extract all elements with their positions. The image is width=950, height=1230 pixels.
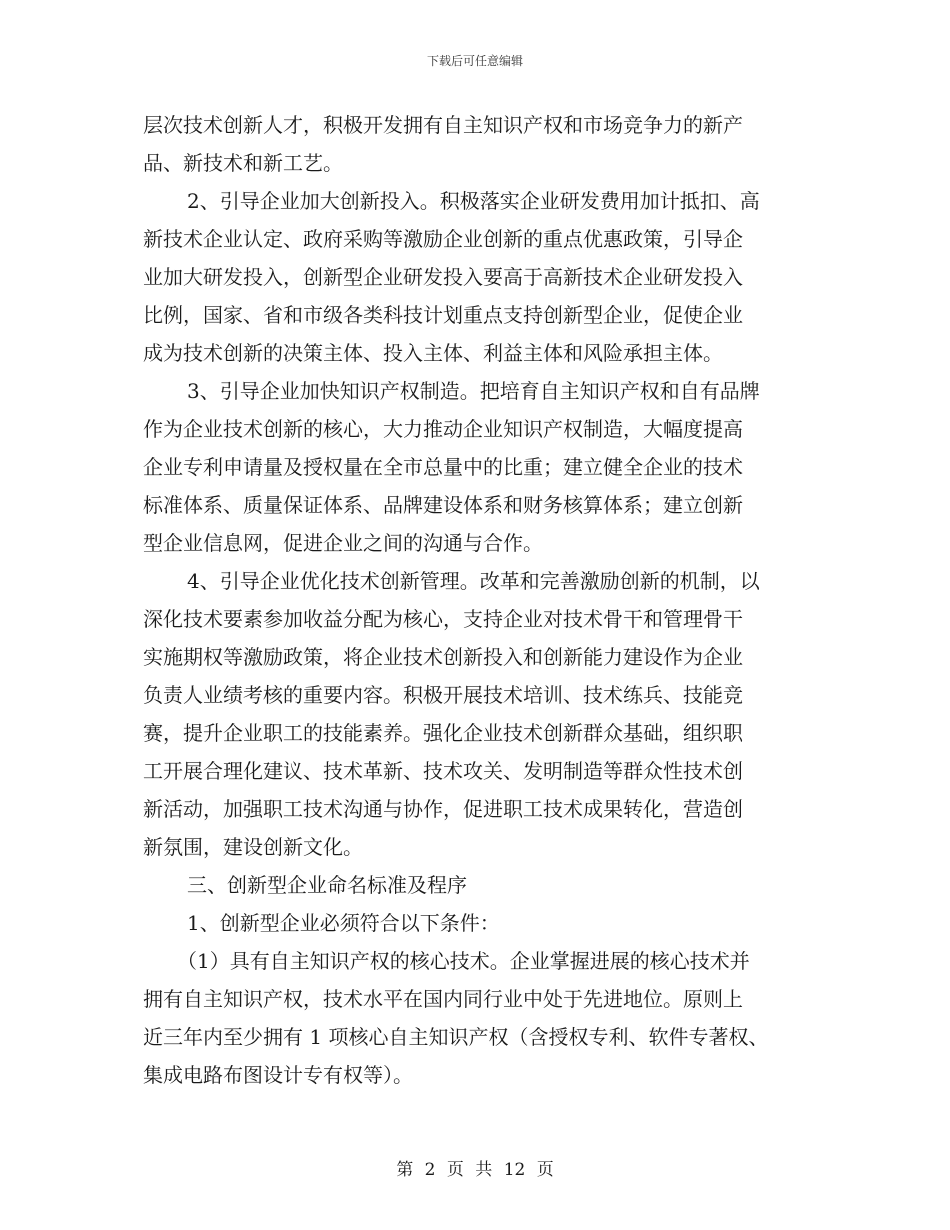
body-line: 集成电路布图设计专有权等）。 (143, 1063, 413, 1087)
body-line: 层次技术创新人才，积极开发拥有自主知识产权和市场竞争力的新产 (143, 113, 743, 137)
body-line: 工开展合理化建议、技术革新、技术攻关、发明制造等群众性技术创 (143, 759, 743, 783)
subsection-heading: 1、创新型企业必须符合以下条件： (187, 911, 500, 935)
body-line: 作为企业技术创新的核心，大力推动企业知识产权制造，大幅度提高 (143, 417, 743, 441)
body-line: 成为技术创新的决策主体、投入主体、利益主体和风险承担主体。 (143, 341, 723, 365)
paragraph-start: 2、引导企业加大创新投入。积极落实企业研发费用加计抵扣、高 (187, 189, 760, 213)
page-number: 第 2 页 共 12 页 (396, 1160, 554, 1180)
paragraph-start: （1）具有自主知识产权的核心技术。企业掌握进展的核心技术并 (177, 949, 750, 973)
body-line: 深化技术要素参加收益分配为核心，支持企业对技术骨干和管理骨干 (143, 607, 743, 631)
body-line: 企业专利申请量及授权量在全市总量中的比重；建立健全企业的技术 (143, 455, 743, 479)
body-line: 品、新技术和新工艺。 (143, 151, 343, 175)
paragraph-start: 4、引导企业优化技术创新管理。改革和完善激励创新的机制，以 (187, 569, 760, 593)
body-line: 标准体系、质量保证体系、品牌建设体系和财务核算体系；建立创新 (143, 493, 743, 517)
document-body (143, 106, 807, 1094)
section-heading: 三、创新型企业命名标准及程序 (187, 873, 467, 897)
body-line: 新氛围，建设创新文化。 (143, 835, 363, 859)
body-line: 近三年内至少拥有 1 项核心自主知识产权（含授权专利、软件专著权、 (143, 1025, 769, 1049)
paragraph-start: 3、引导企业加快知识产权制造。把培育自主知识产权和自有品牌 (187, 379, 760, 403)
body-line: 业加大研发投入，创新型企业研发投入要高于高新技术企业研发投入 (143, 265, 743, 289)
body-line: 新活动，加强职工技术沟通与协作，促进职工技术成果转化，营造创 (143, 797, 743, 821)
body-line: 新技术企业认定、政府采购等激励企业创新的重点优惠政策，引导企 (143, 227, 743, 251)
body-line: 负责人业绩考核的重要内容。积极开展技术培训、技术练兵、技能竞 (143, 683, 743, 707)
body-line: 赛，提升企业职工的技能素养。强化企业技术创新群众基础，组织职 (143, 721, 743, 745)
body-line: 实施期权等激励政策，将企业技术创新投入和创新能力建设作为企业 (143, 645, 743, 669)
body-line: 拥有自主知识产权，技术水平在国内同行业中处于先进地位。原则上 (143, 987, 743, 1011)
page-header: 下载后可任意编辑 (426, 54, 523, 68)
body-line: 比例，国家、省和市级各类科技计划重点支持创新型企业，促使企业 (143, 303, 743, 327)
body-line: 型企业信息网，促进企业之间的沟通与合作。 (143, 531, 543, 555)
